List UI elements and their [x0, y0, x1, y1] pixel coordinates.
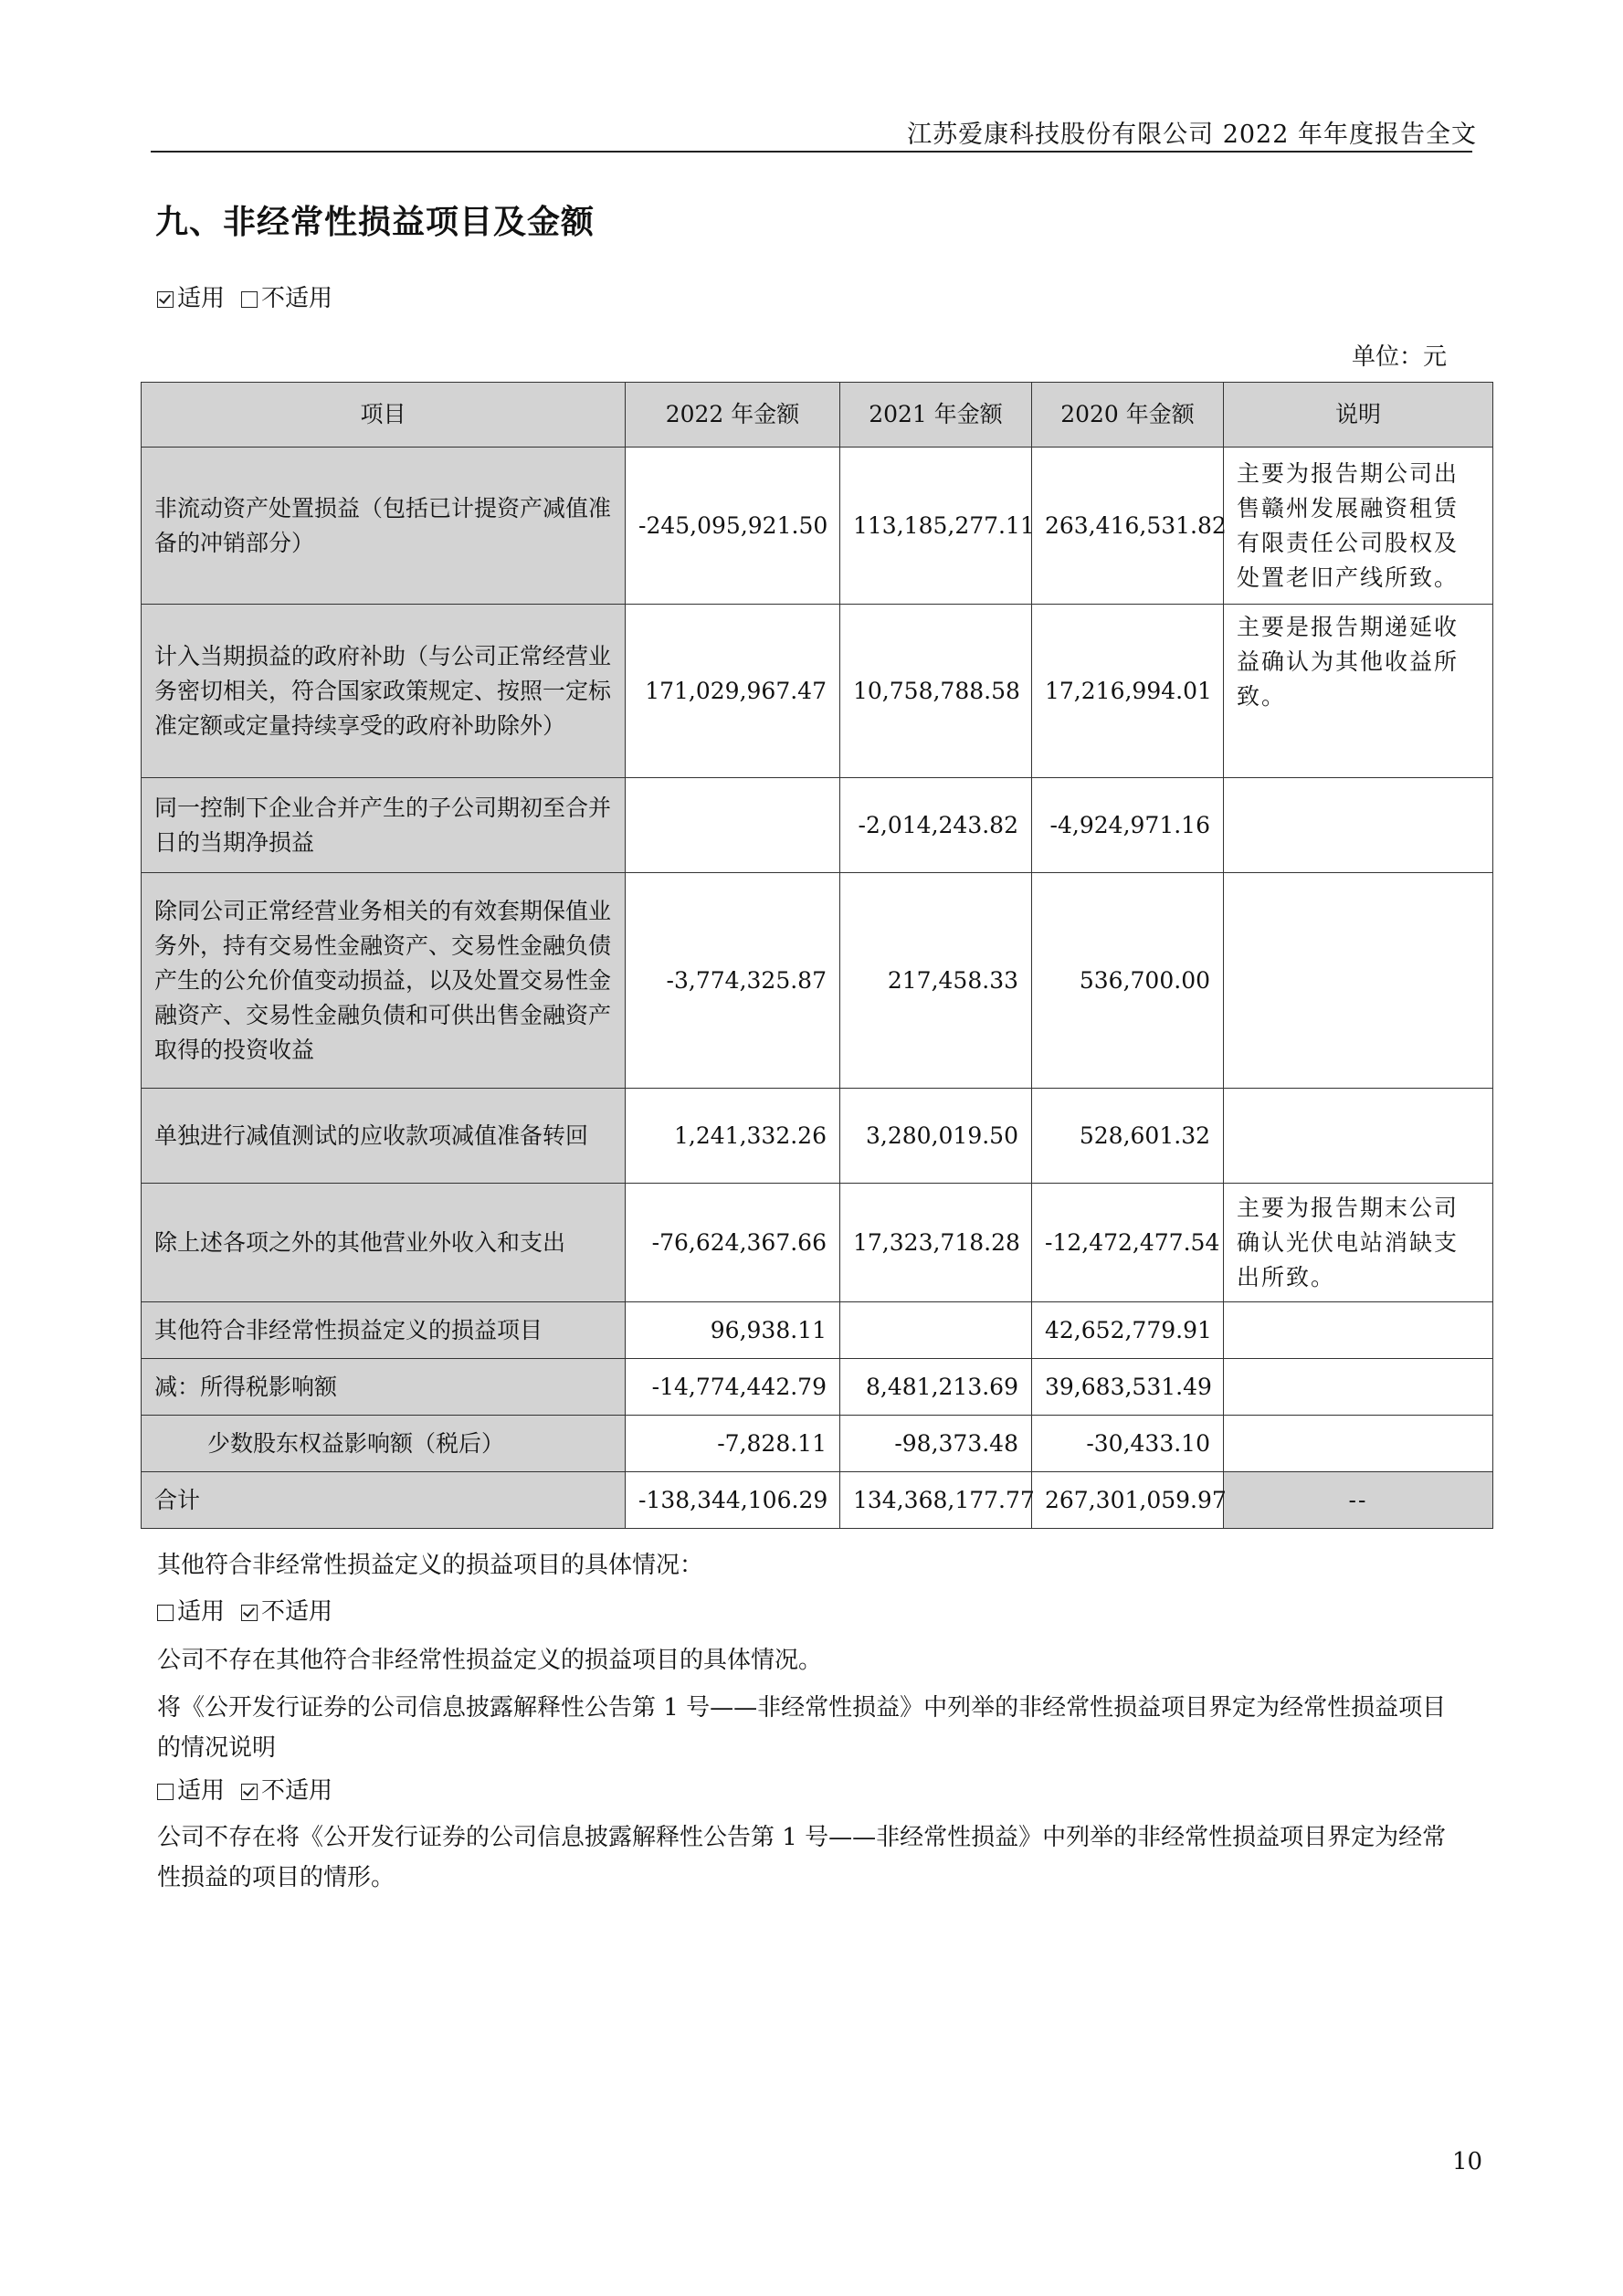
page-number: 10: [1452, 2148, 1483, 2175]
row-2021: [840, 1302, 1032, 1359]
table-header-row: [142, 383, 1493, 448]
row-2021: 10,758,788.58: [840, 605, 1032, 778]
table-row: [142, 1302, 1493, 1359]
row-item: 除上述各项之外的其他营业外收入和支出: [142, 1184, 626, 1302]
row-2021: 217,458.33: [840, 873, 1032, 1089]
total-note: --: [1224, 1472, 1493, 1529]
row-item: 除同公司正常经营业务相关的有效套期保值业务外，持有交易性金融资产、交易性金融负债产生的公允价值变动损益，以及处置交易性金融资产、交易性金融负债和可供出售金融资产取得的投资收益: [142, 873, 626, 1089]
table-row: [142, 1359, 1493, 1416]
total-2020: 267,301,059.97: [1032, 1472, 1224, 1529]
header-2020: 2020 年金额: [1032, 383, 1224, 448]
row-note: [1224, 1302, 1493, 1359]
row-2021: 8,481,213.69: [840, 1359, 1032, 1416]
row-2022: -3,774,325.87: [626, 873, 840, 1089]
header-divider: [151, 151, 1472, 153]
checked-box-icon: [241, 1605, 258, 1621]
unchecked-box-icon: [241, 291, 258, 308]
reclass-text: 公司不存在将《公开发行证券的公司信息披露解释性公告第 1 号——非经常性损益》中列举的非经常性损益项目界定为经常性损益的项目的情形。: [157, 1824, 1447, 1891]
row-2022: [626, 778, 840, 873]
header-item: 项目: [142, 383, 626, 448]
table-row: [142, 605, 1493, 778]
row-item: 非流动资产处置损益（包括已计提资产减值准备的冲销部分）: [142, 448, 626, 605]
table-total-row: [142, 1472, 1493, 1529]
applicability-line-3: [157, 1772, 332, 1806]
applicable-label: 适用: [177, 1777, 226, 1805]
report-header-title: 江苏爱康科技股份有限公司 2022 年年度报告全文: [907, 121, 1477, 149]
row-item: 计入当期损益的政府补助（与公司正常经营业务密切相关，符合国家政策规定、按照一定标准定额或定量持续享受的政府补助除外）: [142, 605, 626, 778]
applicable-label: 适用: [177, 285, 226, 312]
row-2022: -14,774,442.79: [626, 1359, 840, 1416]
reclass-title: 将《公开发行证券的公司信息披露解释性公告第 1 号——非经常性损益》中列举的非经常性损益项目界定为经常性损益项目的情况说明: [157, 1694, 1447, 1762]
applicable-label: 适用: [177, 1598, 226, 1626]
applicability-line-2: [157, 1593, 332, 1627]
row-note: 主要为报告期公司出售赣州发展融资租赁有限责任公司股权及处置老旧产线所致。: [1224, 448, 1493, 605]
row-item: 单独进行减值测试的应收款项减值准备转回: [142, 1089, 626, 1184]
table-row: [142, 778, 1493, 873]
row-2020: -12,472,477.54: [1032, 1184, 1224, 1302]
total-2021: 134,368,177.77: [840, 1472, 1032, 1529]
row-2021: 113,185,277.11: [840, 448, 1032, 605]
row-2020: -4,924,971.16: [1032, 778, 1224, 873]
non-recurring-items-table: [141, 382, 1493, 1529]
table-row: [142, 873, 1493, 1089]
other-items-text: 公司不存在其他符合非经常性损益定义的损益项目的具体情况。: [157, 1647, 823, 1674]
row-2021: -2,014,243.82: [840, 778, 1032, 873]
header-2021: 2021 年金额: [840, 383, 1032, 448]
row-item: 同一控制下企业合并产生的子公司期初至合并日的当期净损益: [142, 778, 626, 873]
row-2020: 42,652,779.91: [1032, 1302, 1224, 1359]
row-note: [1224, 1089, 1493, 1184]
row-2020: 528,601.32: [1032, 1089, 1224, 1184]
row-2020: -30,433.10: [1032, 1416, 1224, 1472]
table-row: [142, 1416, 1493, 1472]
row-2022: 1,241,332.26: [626, 1089, 840, 1184]
row-2022: 171,029,967.47: [626, 605, 840, 778]
row-note: [1224, 1359, 1493, 1416]
row-2021: -98,373.48: [840, 1416, 1032, 1472]
not-applicable-label: 不适用: [261, 285, 333, 312]
row-note: [1224, 778, 1493, 873]
row-2020: 39,683,531.49: [1032, 1359, 1224, 1416]
header-2022: 2022 年金额: [626, 383, 840, 448]
table-row: [142, 448, 1493, 605]
unchecked-box-icon: [157, 1784, 174, 1800]
row-2021: 3,280,019.50: [840, 1089, 1032, 1184]
row-2022: -76,624,367.66: [626, 1184, 840, 1302]
row-2022: -245,095,921.50: [626, 448, 840, 605]
row-note: [1224, 1416, 1493, 1472]
not-applicable-label: 不适用: [261, 1598, 333, 1626]
table-row: [142, 1184, 1493, 1302]
row-item: 其他符合非经常性损益定义的损益项目: [142, 1302, 626, 1359]
row-2022: 96,938.11: [626, 1302, 840, 1359]
other-items-title: 其他符合非经常性损益定义的损益项目的具体情况：: [157, 1552, 704, 1579]
checked-box-icon: [241, 1784, 258, 1800]
checked-box-icon: [157, 291, 174, 308]
applicability-line-1: [157, 279, 332, 313]
section-title: 九、非经常性损益项目及金额: [155, 204, 595, 241]
total-label: 合计: [142, 1472, 626, 1529]
row-2022: -7,828.11: [626, 1416, 840, 1472]
row-2021: 17,323,718.28: [840, 1184, 1032, 1302]
table-row: [142, 1089, 1493, 1184]
row-note: 主要为报告期末公司确认光伏电站消缺支出所致。: [1224, 1184, 1493, 1302]
row-item: 少数股东权益影响额（税后）: [142, 1416, 626, 1472]
header-note: 说明: [1224, 383, 1493, 448]
row-2020: 17,216,994.01: [1032, 605, 1224, 778]
unit-label: 单位：元: [1352, 343, 1448, 371]
row-note: [1224, 873, 1493, 1089]
row-2020: 263,416,531.82: [1032, 448, 1224, 605]
unchecked-box-icon: [157, 1605, 174, 1621]
row-2020: 536,700.00: [1032, 873, 1224, 1089]
row-item: 减：所得税影响额: [142, 1359, 626, 1416]
total-2022: -138,344,106.29: [626, 1472, 840, 1529]
row-note: 主要是报告期递延收益确认为其他收益所致。: [1224, 605, 1493, 778]
not-applicable-label: 不适用: [261, 1777, 333, 1805]
